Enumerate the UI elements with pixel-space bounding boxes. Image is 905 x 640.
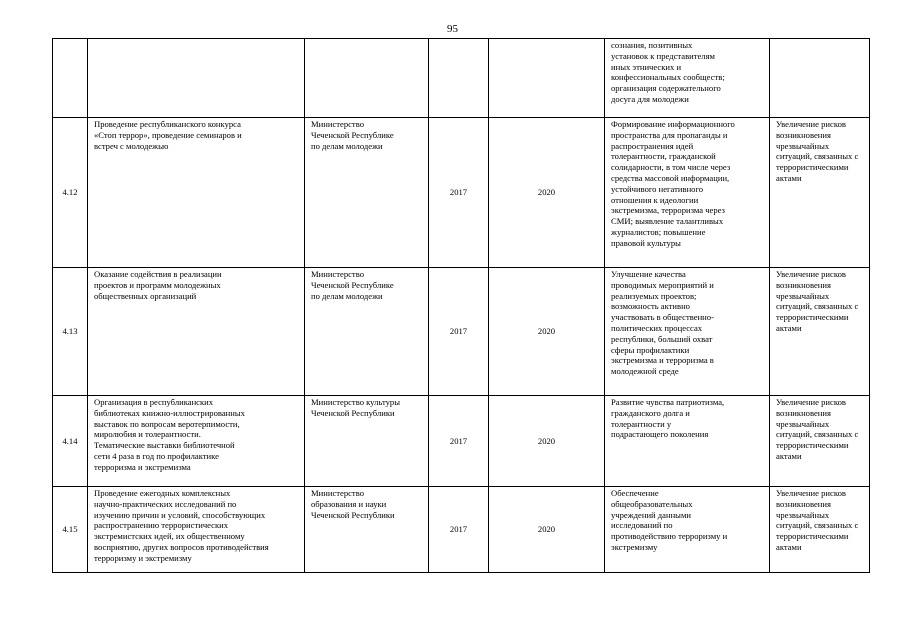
result-cell: Обеспечение общеобразовательных учреждений данными исследований по противодействию терроризму и экстремизму [605,487,770,573]
row-number: 4.12 [53,118,88,268]
row-number: 4.15 [53,487,88,573]
start-year-cell: 2017 [429,396,489,487]
executor-cell: Министерство Чеченской Республике по делам молодежи [305,268,429,396]
executor-cell: Министерство образования и науки Чеченской Республики [305,487,429,573]
event-cell: Проведение республиканского конкурса «Стоп террор», проведение семинаров и встреч с молодежью [88,118,305,268]
end-year-cell: 2020 [489,268,605,396]
risk-cell [770,39,870,118]
page-number: 95 [447,23,458,35]
executor-cell: Министерство Чеченской Республике по делам молодежи [305,118,429,268]
table-row [53,39,870,118]
event-cell: Проведение ежегодных комплексных научно-практических исследований по изучению причин и условий, способствующих распространению террористических экстремистских идей, их общественному восприятию, других вопросов противодействия терроризму и экстремизму [88,487,305,573]
event-cell: Оказание содействия в реализации проектов и программ молодежных общественных организаций [88,268,305,396]
risk-cell: Увеличение рисков возникновения чрезвычайных ситуаций, связанных с террористическими актами [770,396,870,487]
end-year-cell: 2020 [489,396,605,487]
row-number: 4.14 [53,396,88,487]
table-row [53,396,870,487]
row-number [53,39,88,118]
result-cell: Развитие чувства патриотизма, гражданского долга и толерантности у подрастающего поколения [605,396,770,487]
table-row [53,487,870,573]
start-year-cell: 2017 [429,487,489,573]
start-year-cell [429,39,489,118]
event-cell [88,39,305,118]
risk-cell: Увеличение рисков возникновения чрезвычайных ситуаций, связанных с террористическими актами [770,487,870,573]
event-cell: Организация в республиканских библиотеках книжно-иллюстрированных выставок по вопросам веротерпимости, миролюбия и толерантности. Тематические выставки библиотечной сети 4 раза в год по профилактике терроризма и экстремизма [88,396,305,487]
start-year-cell: 2017 [429,118,489,268]
executor-cell: Министерство культуры Чеченской Республики [305,396,429,487]
risk-cell: Увеличение рисков возникновения чрезвычайных ситуаций, связанных с террористическими актами [770,268,870,396]
result-cell: Улучшение качества проводимых мероприятий и реализуемых проектов; возможность активно участвовать в общественно- политических процессах республики, больший охват сферы профилактики экстремизма и терроризма в молодежной среде [605,268,770,396]
table-row [53,118,870,268]
result-cell: Формирование информационного пространства для пропаганды и распространения идей толерантности, гражданской солидарности, в том числе через средства массовой информации, устойчивого негативного отношения к идеологии экстремизма, терроризма через СМИ; выявление талантливых журналистов; повышение правовой культуры [605,118,770,268]
row-number: 4.13 [53,268,88,396]
executor-cell [305,39,429,118]
end-year-cell [489,39,605,118]
end-year-cell: 2020 [489,118,605,268]
end-year-cell: 2020 [489,487,605,573]
result-cell: сознания, позитивных установок к представителям иных этнических и конфессиональных сообществ; организация содержательного досуга для молодежи [605,39,770,118]
start-year-cell: 2017 [429,268,489,396]
risk-cell: Увеличение рисков возникновения чрезвычайных ситуаций, связанных с террористическими актами [770,118,870,268]
table-row [53,268,870,396]
measures-table [52,38,870,573]
